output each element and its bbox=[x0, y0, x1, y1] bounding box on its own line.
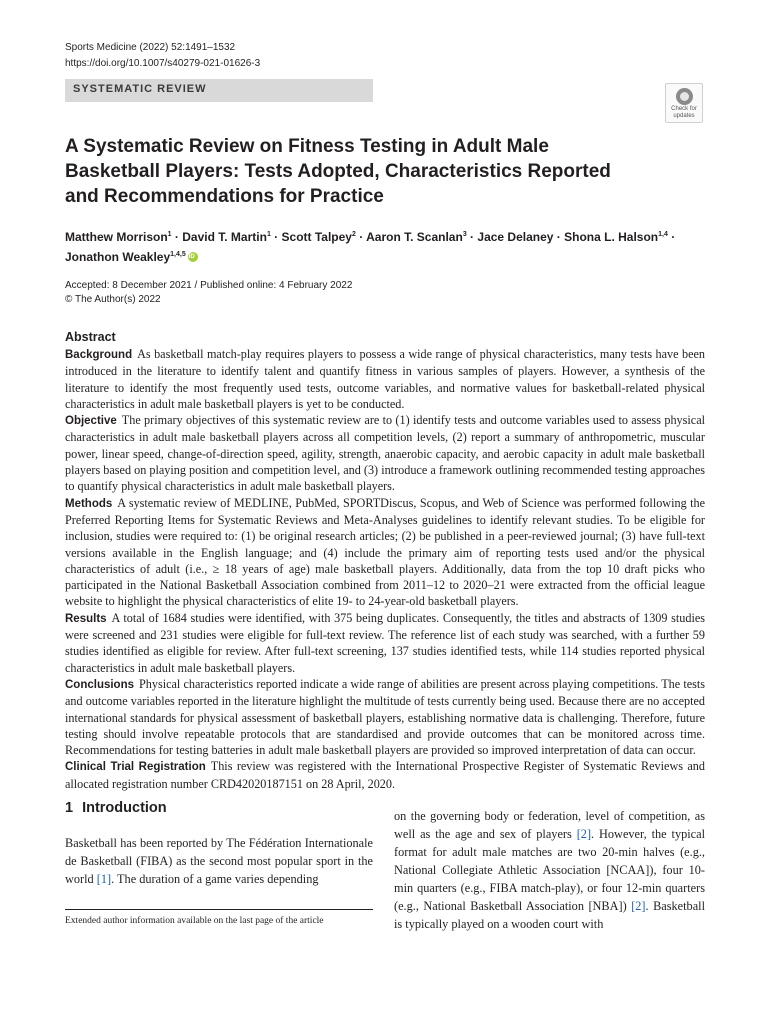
intro-left-column: Basketball has been reported by The Fédération Internationale de Basketball (FIBA) as the second most popular sport in the world [1]. The duration of a game varies depending bbox=[65, 836, 373, 886]
check-updates-icon bbox=[676, 88, 693, 105]
title-line: and Recommendations for Practice bbox=[65, 186, 384, 207]
publication-dates bbox=[65, 279, 352, 307]
citation-link[interactable]: [2] bbox=[576, 827, 592, 841]
intro-right-column: on the governing body or federation, level of competition, as well as the age and sex of players [2]. However, the typical format for adult male matches are two 20-min halves (e.g., National Collegiate Athletic Association [NCAA]), four 10-min quarters (e.g., FIBA match-play), or four 12-min quarters (e.g., National Basketball Association [NBA]) [2]. Basketball is typically played on a wooden court with bbox=[394, 809, 705, 931]
author-name[interactable]: Shona L. Halson bbox=[564, 230, 659, 244]
section-label: Clinical Trial Registration bbox=[65, 761, 206, 774]
accepted-date: Accepted: 8 December 2021 / Published online: 4 February 2022 bbox=[65, 280, 353, 291]
author-affiliation: 3 bbox=[462, 231, 467, 238]
abstract-conclusions: Conclusions Physical characteristics reported indicate a wide range of abilities are present across playing competitions. The tests and outcome variables reported in the literature highlight the multitude of tests currently being used. Because there are no accepted international standards for physical assessment of basketball players, establishing normative data is challenging. Therefore, future testing should involve repeatable protocols that are standardised and provide outcomes that can be monitored across time. Recommendations for testing batteries in adult male basketball players are provided so improved interpretation of data can occur. bbox=[65, 676, 705, 758]
abstract-results: Results A total of 1684 studies were identified, with 375 being duplicates. Consequently, the titles and abstracts of 1309 studies were screened and 231 studies were eligible for full-text review. The reference list of each study was searched, with a further 59 studies identified as eligible for review. After full-text screening, 137 studies identified tests, while 114 studies reported physical characteristics in adult male basketball players. bbox=[65, 610, 705, 675]
abstract-background: Background As basketball match-play requires players to possess a wide range of physical characteristics, many tests have been introduced in the literature to identify talent and quantify fitness in various samples of players. However, a synthesis of the literature to identify the most frequently used tests, outcome variables, and normative values for basketball-related physical characteristics in adult male basketball players is yet to be conducted. bbox=[65, 347, 705, 411]
author-affiliation: 1,4 bbox=[658, 231, 668, 238]
doi-link[interactable]: https://doi.org/10.1007/s40279-021-01626-3 bbox=[65, 58, 261, 69]
check-updates-text: Check for updates bbox=[671, 106, 697, 119]
author-affiliation: 2 bbox=[351, 231, 356, 238]
article-type-banner bbox=[65, 79, 373, 102]
section-label: Methods bbox=[65, 497, 113, 510]
author-name[interactable]: Jonathon Weakley bbox=[65, 250, 171, 264]
abstract-trial-registration: Clinical Trial Registration This review was registered with the International Prospective Register of Systematic Reviews and allocated registration number CRD42020187151 on 28 April, 2020. bbox=[65, 759, 705, 791]
abstract-body bbox=[65, 346, 705, 792]
section-title: Introduction bbox=[82, 800, 167, 816]
section-label: Objective bbox=[65, 415, 117, 428]
section-heading-introduction bbox=[65, 800, 167, 816]
footnote: Extended author information available on the last page of the article bbox=[65, 916, 324, 926]
check-for-updates-badge[interactable] bbox=[665, 83, 703, 123]
article-title bbox=[65, 134, 625, 209]
author-list: Matthew Morrison$^1$ · David T. Martin$^1$ · Scott Talpey$^2$ · Aaron T. Scanlan$^3$ · Jace Delaney · Shona L. Halson$^{1,4}$ · Jonathon Weakley$^{1,4,5}$iD bbox=[65, 226, 705, 266]
author-affiliation: 1,4,5 bbox=[170, 251, 186, 258]
footnote-divider bbox=[65, 909, 373, 910]
section-label: Results bbox=[65, 612, 107, 625]
author-name[interactable]: Jace Delaney bbox=[477, 230, 554, 244]
abstract-heading: Abstract bbox=[65, 330, 116, 344]
section-label: Background bbox=[65, 349, 133, 361]
section-label: Conclusions bbox=[65, 678, 135, 691]
section-number: 1 bbox=[65, 800, 74, 816]
author-name[interactable]: David T. Martin bbox=[182, 230, 267, 244]
author-affiliation: 1 bbox=[167, 231, 172, 238]
journal-citation: Sports Medicine (2022) 52:1491–1532 bbox=[65, 42, 236, 53]
title-line: A Systematic Review on Fitness Testing in Adult Male bbox=[65, 136, 549, 157]
citation-link[interactable]: [1] bbox=[96, 872, 112, 886]
citation-link[interactable]: [2] bbox=[631, 899, 646, 913]
abstract-objective: Objective The primary objectives of this systematic review are to (1) identify tests and outcome variables used to assess physical characteristics in adult male basketball players across all competition levels, (2) report a summary of anthropometric, muscular power, linear speed, change-of-direction speed, agility, strength, anaerobic capacity, and aerobic capacity in adult male basketball players based on playing position and competition level, and (3) introduce a framework outlining recommended testing approaches to quantify physical characteristics in adult male basketball players. bbox=[65, 413, 705, 494]
journal-header bbox=[65, 40, 260, 72]
copyright: © The Author(s) 2022 bbox=[65, 294, 161, 305]
author-affiliation: 1 bbox=[266, 231, 271, 238]
article-type-label: SYSTEMATIC REVIEW bbox=[73, 83, 207, 95]
orcid-icon[interactable] bbox=[188, 252, 198, 262]
author-name[interactable]: Aaron T. Scanlan bbox=[366, 230, 463, 244]
abstract-methods: Methods A systematic review of MEDLINE, PubMed, SPORTDiscus, Scopus, and Web of Science was performed following the Preferred Reporting Items for Systematic Reviews and Meta-Analyses guidelines to identify relevant studies. To be eligible for inclusion, studies were required to: (1) be original research articles; (2) be published in a peer-reviewed journal; (3) have full-text versions available in the English language; and (4) include the primary aim of reporting tests used and/or the physical characteristics of adult (i.e., ≥ 18 years of age) male basketball players. Additionally, data from the top 10 draft picks who participated in the National Basketball Association combined from 2011–12 to 2020–21 were extracted from the official league website to highlight the physical characteristics of elite 19- to 24-year-old basketball players. bbox=[65, 495, 705, 609]
author-name[interactable]: Scott Talpey bbox=[281, 230, 352, 244]
title-line: Basketball Players: Tests Adopted, Characteristics Reported bbox=[65, 161, 611, 182]
author-name[interactable]: Matthew Morrison bbox=[65, 230, 168, 244]
